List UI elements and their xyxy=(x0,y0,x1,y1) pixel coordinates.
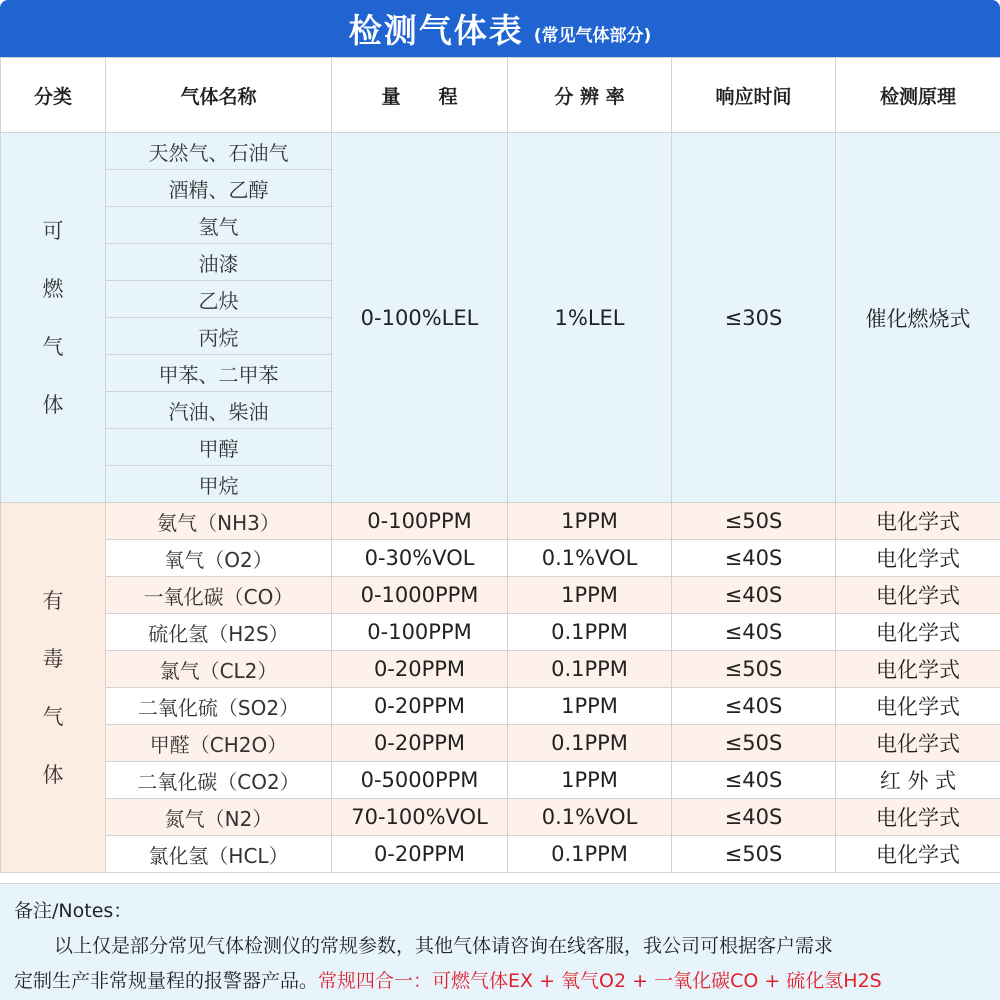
table-row-toxic xyxy=(1,651,1000,688)
gas-name-cell: 甲醛（CH2O） xyxy=(106,725,332,762)
gas-name-cell: 二氧化碳（CO2） xyxy=(106,762,332,799)
table-row-toxic xyxy=(1,688,1000,725)
range-cell-combustible: 0-100%LEL xyxy=(332,133,508,503)
response-cell: ≤50S xyxy=(672,836,836,873)
header-gas-name: 气体名称 xyxy=(106,58,332,133)
range-cell: 0-100PPM xyxy=(332,614,508,651)
gas-name-cell: 氯气（CL2） xyxy=(106,651,332,688)
principle-cell: 红 外 式 xyxy=(836,762,1000,799)
resolution-cell: 1PPM xyxy=(508,577,672,614)
principle-cell: 电化学式 xyxy=(836,799,1000,836)
principle-cell: 电化学式 xyxy=(836,688,1000,725)
range-cell: 0-20PPM xyxy=(332,836,508,873)
notes-text-line1: 以上仅是部分常见气体检测仪的常规参数，其他气体请咨询在线客服，我公司可根据客户需求 xyxy=(54,935,834,957)
table-row-toxic xyxy=(1,725,1000,762)
table-row-combustible xyxy=(1,133,1000,170)
gas-name-cell: 甲烷 xyxy=(106,466,332,503)
page-title: 检测气体表 xyxy=(348,11,524,50)
gas-name-cell: 汽油、柴油 xyxy=(106,392,332,429)
response-cell: ≤40S xyxy=(672,799,836,836)
resolution-cell: 1PPM xyxy=(508,503,672,540)
resolution-cell: 1PPM xyxy=(508,762,672,799)
response-cell: ≤40S xyxy=(672,577,836,614)
range-cell: 0-30%VOL xyxy=(332,540,508,577)
response-cell: ≤50S xyxy=(672,503,836,540)
category-toxic xyxy=(1,503,106,873)
principle-cell-combustible: 催化燃烧式 xyxy=(836,133,1000,503)
resolution-cell: 1PPM xyxy=(508,688,672,725)
table-row-toxic xyxy=(1,540,1000,577)
title-bar xyxy=(0,0,1000,57)
response-cell: ≤40S xyxy=(672,762,836,799)
table-row-toxic xyxy=(1,799,1000,836)
resolution-cell: 0.1PPM xyxy=(508,836,672,873)
response-cell: ≤50S xyxy=(672,725,836,762)
table-row-toxic xyxy=(1,503,1000,540)
range-cell: 70-100%VOL xyxy=(332,799,508,836)
header-response-time: 响应时间 xyxy=(672,58,836,133)
resolution-cell: 0.1PPM xyxy=(508,725,672,762)
gas-name-cell: 丙烷 xyxy=(106,318,332,355)
gas-name-cell: 油漆 xyxy=(106,244,332,281)
response-cell: ≤50S xyxy=(672,651,836,688)
principle-cell: 电化学式 xyxy=(836,651,1000,688)
gas-name-cell: 乙炔 xyxy=(106,281,332,318)
range-cell: 0-20PPM xyxy=(332,688,508,725)
gas-name-cell: 氮气（N2） xyxy=(106,799,332,836)
page-subtitle: (常见气体部分) xyxy=(533,26,652,46)
gas-name-cell: 甲苯、二甲苯 xyxy=(106,355,332,392)
header-category: 分类 xyxy=(1,58,106,133)
notes-text-prefix: 定制生产非常规量程的报警器产品。 xyxy=(14,970,319,992)
category-combustible xyxy=(1,133,106,503)
header-resolution: 分 辨 率 xyxy=(508,58,672,133)
resolution-cell: 0.1%VOL xyxy=(508,540,672,577)
response-cell: ≤40S xyxy=(672,540,836,577)
gas-name-cell: 甲醇 xyxy=(106,429,332,466)
notes-text-line2 xyxy=(14,966,882,993)
header-principle: 检测原理 xyxy=(836,58,1000,133)
gas-name-cell: 硫化氢（H2S） xyxy=(106,614,332,651)
table-header-row xyxy=(1,58,1000,133)
range-cell: 0-5000PPM xyxy=(332,762,508,799)
gas-name-cell: 氯化氢（HCL） xyxy=(106,836,332,873)
table-row-toxic xyxy=(1,577,1000,614)
response-cell: ≤40S xyxy=(672,614,836,651)
gas-name-cell: 天然气、石油气 xyxy=(106,133,332,170)
principle-cell: 电化学式 xyxy=(836,725,1000,762)
response-cell: ≤40S xyxy=(672,688,836,725)
notes-section xyxy=(0,883,1000,1000)
notes-highlight: 常规四合一：可燃气体EX + 氧气O2 + 一氧化碳CO + 硫化氢H2S xyxy=(318,970,882,992)
header-range: 量 程 xyxy=(332,58,508,133)
range-cell: 0-20PPM xyxy=(332,725,508,762)
principle-cell: 电化学式 xyxy=(836,577,1000,614)
principle-cell: 电化学式 xyxy=(836,540,1000,577)
principle-cell: 电化学式 xyxy=(836,614,1000,651)
gas-name-cell: 氧气（O2） xyxy=(106,540,332,577)
response-cell-combustible: ≤30S xyxy=(672,133,836,503)
gas-name-cell: 酒精、乙醇 xyxy=(106,170,332,207)
gas-name-cell: 氢气 xyxy=(106,207,332,244)
category-combustible-label: 可燃气体 xyxy=(42,218,64,417)
resolution-cell: 0.1PPM xyxy=(508,614,672,651)
gas-name-cell: 氨气（NH3） xyxy=(106,503,332,540)
resolution-cell: 0.1%VOL xyxy=(508,799,672,836)
table-row-toxic xyxy=(1,614,1000,651)
range-cell: 0-20PPM xyxy=(332,651,508,688)
table-row-toxic xyxy=(1,836,1000,873)
gas-name-cell: 二氧化硫（SO2） xyxy=(106,688,332,725)
resolution-cell: 0.1PPM xyxy=(508,651,672,688)
gas-table xyxy=(0,57,1000,873)
category-toxic-label: 有毒气体 xyxy=(42,588,64,787)
resolution-cell-combustible: 1%LEL xyxy=(508,133,672,503)
notes-title: 备注/Notes： xyxy=(14,900,133,922)
range-cell: 0-1000PPM xyxy=(332,577,508,614)
gas-name-cell: 一氧化碳（CO） xyxy=(106,577,332,614)
table-row-toxic xyxy=(1,762,1000,799)
principle-cell: 电化学式 xyxy=(836,836,1000,873)
range-cell: 0-100PPM xyxy=(332,503,508,540)
principle-cell: 电化学式 xyxy=(836,503,1000,540)
